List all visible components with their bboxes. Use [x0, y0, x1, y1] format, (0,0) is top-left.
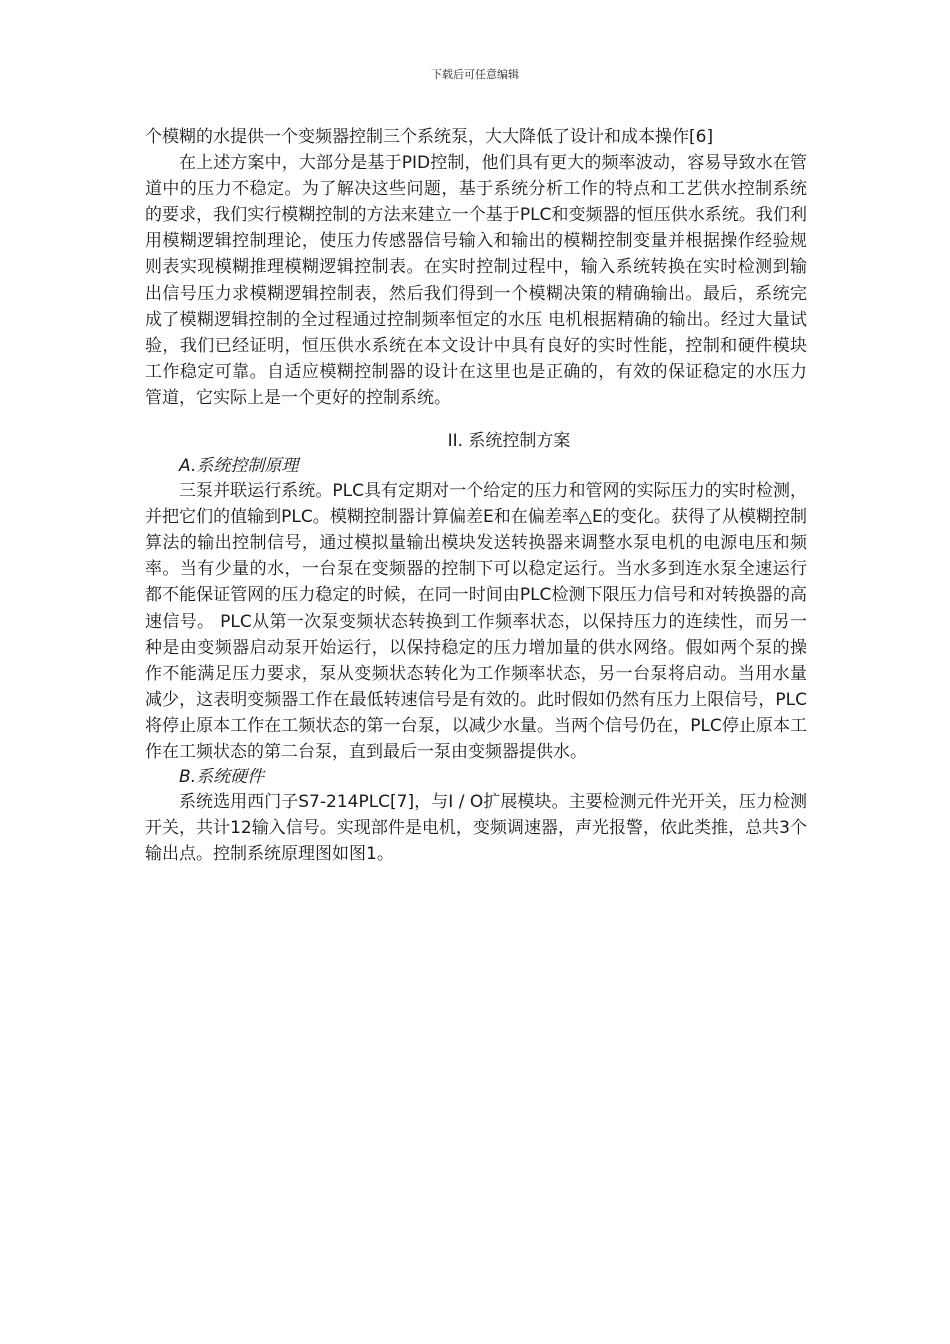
- subsection-title-b: B.系统硬件: [179, 767, 265, 788]
- subsection-title-a: A.系统控制原理: [179, 456, 299, 477]
- section-title: II. 系统控制方案: [447, 431, 571, 452]
- paragraph-control-principle: 三泵并联运行系统。PLC具有定期对一个给定的压力和管网的实际压力的实时检测，并把它们的值输到PLC。模糊控制器计算偏差E和在偏差率△E的变化。获得了从模糊控制算法的输出控制信号，通过模拟量输出模块发送转换器来调整水泵电机的电源电压和频率。当有少量的水，一台泵在变频器的控制下可以稳定运行。当水多到连水泵全速运行都不能保证管网的压力稳定的时候，在同一时间由PLC检测下限压力信号和对转换器的高速信号。 PLC从第一次泵变频状态转换到工作频率状态，以保持压力的连续性，而另一种是由变频器启动泵开始运行，以保持稳定的压力增加量的供水网络。假如两个泵的操作不能满足压力要求，泵从变频状态转化为工作频率状态，另一台泵将启动。当用水量减少，这表明变频器工作在最低转速信号是有效的。此时假如仍然有压力上限信号，PLC将停止原本工作在工频状态的第一台泵，以减少水量。当两个信号仍在，PLC停止原本工作在工频状态的第二台泵，直到最后一泵由变频器提供水。: [145, 481, 807, 762]
- paragraph-scheme-overview: 在上述方案中，大部分是基于PID控制，他们具有更大的频率波动，容易导致水在管道中的压力不稳定。为了解决这些问题，基于系统分析工作的特点和工艺供水控制系统的要求，我们实行模糊控制的方法来建立一个基于PLC和变频器的恒压供水系统。我们利用模糊逻辑控制理论，使压力传感器信号输入和输出的模糊控制变量并根据操作经验规则表实现模糊推理模糊逻辑控制表。在实时控制过程中，输入系统转换在实时检测到输出信号压力求模糊逻辑控制表，然后我们得到一个模糊决策的精确输出。最后，系统完成了模糊逻辑控制的全过程通过控制频率恒定的水压 电机根据精确的输出。经过大量试验，我们已经证明，恒压供水系统在本文设计中具有良好的实时性能，控制和硬件模块工作稳定可靠。自适应模糊控制器的设计在这里也是正确的，有效的保证稳定的水压力管道，它实际上是一个更好的控制系统。: [145, 153, 807, 408]
- page-header: 下载后可任意编辑: [431, 68, 519, 81]
- paragraph-intro-continuation: 个模糊的水提供一个变频器控制三个系统泵，大大降低了设计和成本操作[6]: [145, 127, 714, 147]
- document-body: [145, 124, 807, 867]
- paragraph-system-hardware: 系统选用西门子S7-214PLC[7]，与I / O扩展模块。主要检测元件光开关，压力检测开关，共计12输入信号。实现部件是电机，变频调速器，声光报警，依此类推，总共3个输出点。控制系统原理图如图1。: [145, 792, 807, 865]
